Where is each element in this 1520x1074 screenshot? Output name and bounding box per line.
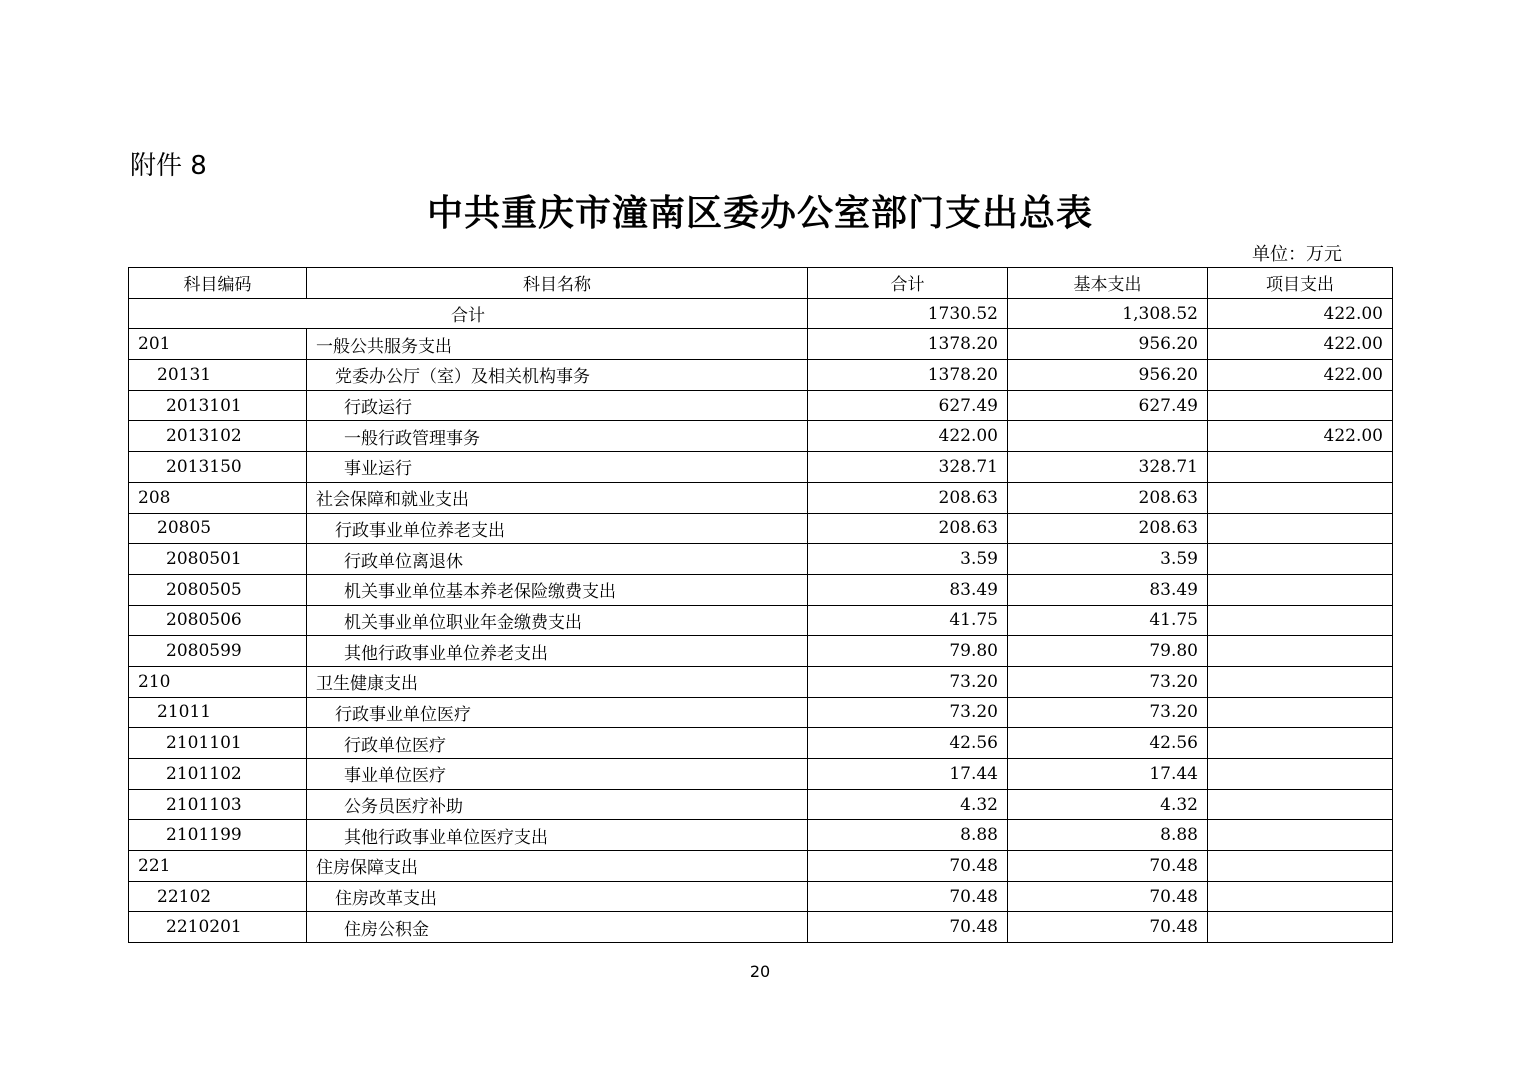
- table-row: [129, 574, 1393, 605]
- row-name: 一般行政管理事务: [307, 421, 808, 452]
- row-total: 208.63: [808, 482, 1008, 513]
- row-basic: 83.49: [1008, 574, 1208, 605]
- row-name: 行政单位医疗: [307, 728, 808, 759]
- row-project: [1208, 544, 1393, 575]
- table-row: [129, 666, 1393, 697]
- row-name: 住房公积金: [307, 912, 808, 943]
- row-code: 2101102: [129, 759, 307, 790]
- table-row: [129, 452, 1393, 483]
- row-total: 627.49: [808, 390, 1008, 421]
- row-name: 其他行政事业单位养老支出: [307, 636, 808, 667]
- row-code: 221: [129, 851, 307, 882]
- row-total: 208.63: [808, 513, 1008, 544]
- row-code: 210: [129, 666, 307, 697]
- row-project: [1208, 728, 1393, 759]
- row-code: 2013150: [129, 452, 307, 483]
- row-code: 20131: [129, 360, 307, 391]
- row-basic: 4.32: [1008, 789, 1208, 820]
- row-total: 1378.20: [808, 360, 1008, 391]
- table-row: [129, 789, 1393, 820]
- table-row: [129, 912, 1393, 943]
- header-name: 科目名称: [307, 268, 808, 299]
- row-total: 422.00: [808, 421, 1008, 452]
- page-title: 中共重庆市潼南区委办公室部门支出总表: [426, 193, 1093, 234]
- table-row: [129, 851, 1393, 882]
- row-code: 2080505: [129, 574, 307, 605]
- row-name: 社会保障和就业支出: [307, 482, 808, 513]
- row-code: 22102: [129, 881, 307, 912]
- row-basic: 328.71: [1008, 452, 1208, 483]
- row-basic: 70.48: [1008, 851, 1208, 882]
- table-row: [129, 697, 1393, 728]
- row-name: 公务员医疗补助: [307, 789, 808, 820]
- table-header-row: [129, 268, 1393, 299]
- row-project: [1208, 482, 1393, 513]
- row-total: 70.48: [808, 851, 1008, 882]
- row-project: 422.00: [1208, 360, 1393, 391]
- row-name: 事业单位医疗: [307, 759, 808, 790]
- table-row: [129, 636, 1393, 667]
- row-code: 2101199: [129, 820, 307, 851]
- row-name: 其他行政事业单位医疗支出: [307, 820, 808, 851]
- row-name: 卫生健康支出: [307, 666, 808, 697]
- total-row: [129, 298, 1393, 329]
- row-project: [1208, 759, 1393, 790]
- row-project: [1208, 605, 1393, 636]
- row-name: 住房改革支出: [307, 881, 808, 912]
- table-row: [129, 360, 1393, 391]
- row-project: [1208, 820, 1393, 851]
- total-basic: 1,308.52: [1008, 298, 1208, 329]
- row-basic: 42.56: [1008, 728, 1208, 759]
- row-name: 行政单位离退休: [307, 544, 808, 575]
- row-basic: 956.20: [1008, 360, 1208, 391]
- row-total: 73.20: [808, 666, 1008, 697]
- row-code: 208: [129, 482, 307, 513]
- expenditure-table: [128, 267, 1393, 943]
- row-code: 2013101: [129, 390, 307, 421]
- row-basic: 73.20: [1008, 666, 1208, 697]
- total-total: 1730.52: [808, 298, 1008, 329]
- unit-label: 单位：万元: [1252, 244, 1342, 265]
- row-project: [1208, 513, 1393, 544]
- row-project: [1208, 789, 1393, 820]
- row-name: 住房保障支出: [307, 851, 808, 882]
- row-project: [1208, 881, 1393, 912]
- row-project: 422.00: [1208, 421, 1393, 452]
- row-basic: 41.75: [1008, 605, 1208, 636]
- row-basic: 73.20: [1008, 697, 1208, 728]
- table-row: [129, 513, 1393, 544]
- row-code: 2080506: [129, 605, 307, 636]
- row-name: 一般公共服务支出: [307, 329, 808, 360]
- row-total: 1378.20: [808, 329, 1008, 360]
- header-total: 合计: [808, 268, 1008, 299]
- table-row: [129, 390, 1393, 421]
- row-project: [1208, 636, 1393, 667]
- table-row: [129, 329, 1393, 360]
- row-basic: 208.63: [1008, 482, 1208, 513]
- row-code: 21011: [129, 697, 307, 728]
- row-total: 70.48: [808, 912, 1008, 943]
- row-code: 2101103: [129, 789, 307, 820]
- row-code: 2013102: [129, 421, 307, 452]
- row-total: 41.75: [808, 605, 1008, 636]
- row-basic: 70.48: [1008, 881, 1208, 912]
- row-basic: 17.44: [1008, 759, 1208, 790]
- row-basic: 70.48: [1008, 912, 1208, 943]
- table-row: [129, 881, 1393, 912]
- row-project: [1208, 452, 1393, 483]
- row-basic: 627.49: [1008, 390, 1208, 421]
- table-row: [129, 421, 1393, 452]
- total-label: 合计: [129, 298, 808, 329]
- row-code: 2080599: [129, 636, 307, 667]
- row-total: 4.32: [808, 789, 1008, 820]
- row-basic: 956.20: [1008, 329, 1208, 360]
- row-total: 42.56: [808, 728, 1008, 759]
- row-name: 事业运行: [307, 452, 808, 483]
- header-basic: 基本支出: [1008, 268, 1208, 299]
- row-basic: 79.80: [1008, 636, 1208, 667]
- row-total: 328.71: [808, 452, 1008, 483]
- table-row: [129, 605, 1393, 636]
- row-project: [1208, 851, 1393, 882]
- row-total: 83.49: [808, 574, 1008, 605]
- row-project: 422.00: [1208, 329, 1393, 360]
- row-code: 201: [129, 329, 307, 360]
- row-total: 73.20: [808, 697, 1008, 728]
- row-basic: 3.59: [1008, 544, 1208, 575]
- attachment-label: 附件 8: [130, 151, 207, 181]
- row-code: 20805: [129, 513, 307, 544]
- row-project: [1208, 390, 1393, 421]
- row-total: 17.44: [808, 759, 1008, 790]
- row-code: 2101101: [129, 728, 307, 759]
- row-project: [1208, 697, 1393, 728]
- table-row: [129, 759, 1393, 790]
- row-project: [1208, 912, 1393, 943]
- header-project: 项目支出: [1208, 268, 1393, 299]
- row-total: 79.80: [808, 636, 1008, 667]
- row-basic: 208.63: [1008, 513, 1208, 544]
- page-number: 20: [749, 962, 771, 981]
- row-basic: 8.88: [1008, 820, 1208, 851]
- row-name: 行政运行: [307, 390, 808, 421]
- row-code: 2080501: [129, 544, 307, 575]
- row-name: 行政事业单位养老支出: [307, 513, 808, 544]
- total-project: 422.00: [1208, 298, 1393, 329]
- row-total: 8.88: [808, 820, 1008, 851]
- row-project: [1208, 574, 1393, 605]
- header-code: 科目编码: [129, 268, 307, 299]
- row-name: 机关事业单位职业年金缴费支出: [307, 605, 808, 636]
- row-basic: [1008, 421, 1208, 452]
- table-row: [129, 544, 1393, 575]
- row-total: 70.48: [808, 881, 1008, 912]
- row-total: 3.59: [808, 544, 1008, 575]
- table-row: [129, 482, 1393, 513]
- table-row: [129, 820, 1393, 851]
- table-row: [129, 728, 1393, 759]
- row-name: 机关事业单位基本养老保险缴费支出: [307, 574, 808, 605]
- row-name: 党委办公厅（室）及相关机构事务: [307, 360, 808, 391]
- row-name: 行政事业单位医疗: [307, 697, 808, 728]
- row-project: [1208, 666, 1393, 697]
- row-code: 2210201: [129, 912, 307, 943]
